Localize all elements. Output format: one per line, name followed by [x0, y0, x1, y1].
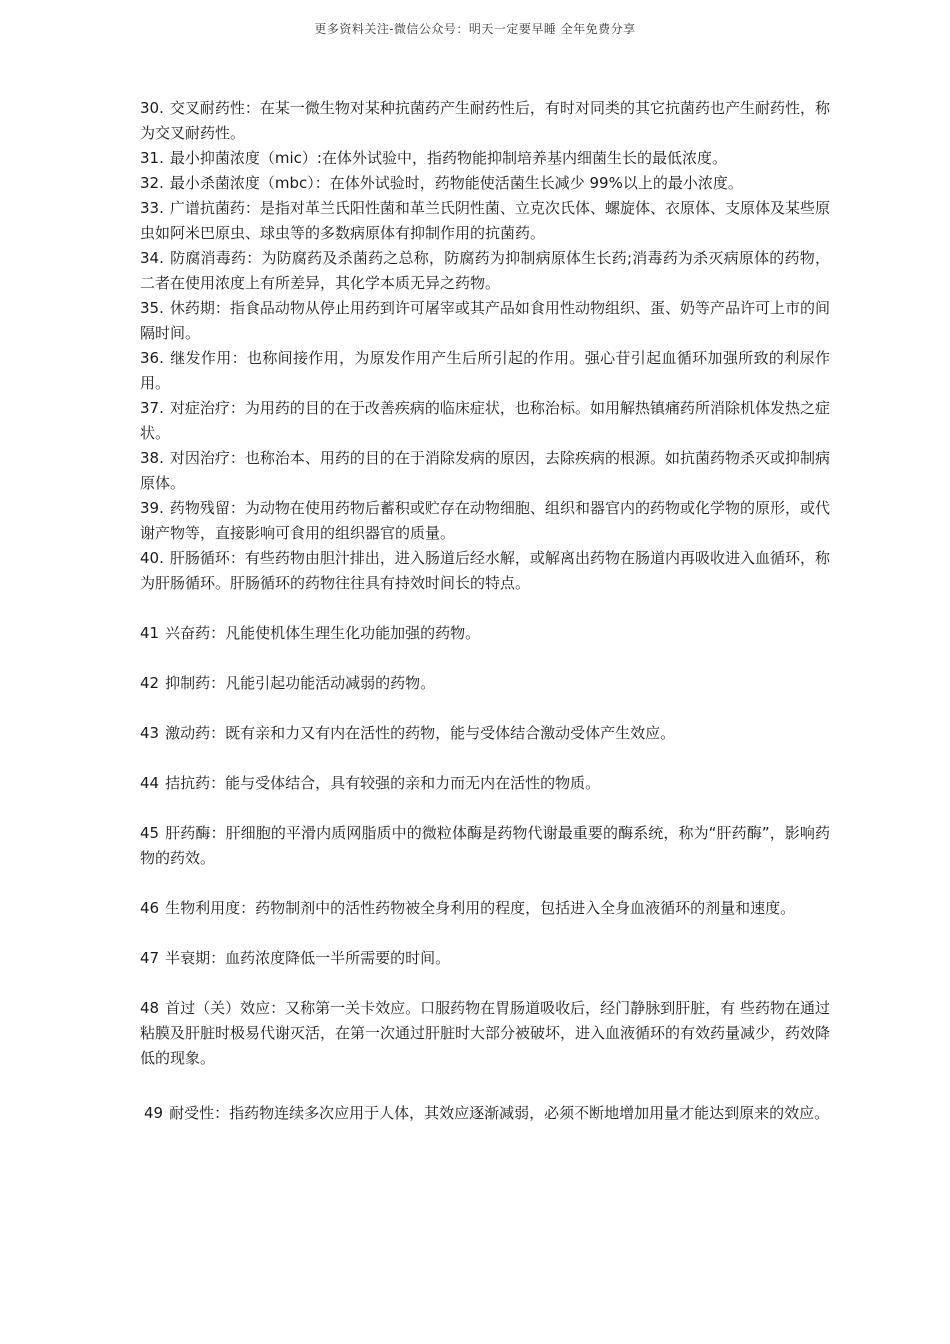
entry-number: 44: [140, 774, 160, 792]
entry-text: 休药期：指食品动物从停止用药到许可屠宰或其产品如食用性动物组织、蛋、奶等产品许可上市的间隔时间。: [140, 299, 830, 342]
entry-number: 42: [140, 674, 160, 692]
entry-number: 46: [140, 899, 160, 917]
entry-number: 38.: [140, 449, 164, 467]
entry-text: 药物残留：为动物在使用药物后蓄积或贮存在动物细胞、组织和器官内的药物或化学物的原形，或代谢产物等，直接影响可食用的组织器官的质量。: [140, 499, 830, 542]
entry-text: 耐受性：指药物连续多次应用于人体，其效应逐渐减弱，必须不断地增加用量才能达到原来的效应。: [169, 1104, 830, 1122]
entry-44: [140, 771, 830, 796]
entry-text: 防腐消毒药：为防腐药及杀菌药之总称，防腐药为抑制病原体生长药;消毒药为杀灭病原体的药物，二者在使用浓度上有所差异，其化学本质无异之药物。: [140, 249, 830, 292]
entry-35: [140, 296, 830, 346]
page-header: 更多资料关注-微信公众号：明天一定要早睡 全年免费分享: [314, 22, 636, 36]
entry-number: 33.: [140, 199, 164, 217]
entry-48: [140, 996, 830, 1071]
entry-34: [140, 246, 830, 296]
entry-number: 31.: [140, 149, 164, 167]
entry-39: [140, 496, 830, 546]
entry-text: 半衰期：血药浓度降低一半所需要的时间。: [165, 949, 451, 967]
entry-36: [140, 346, 830, 396]
entry-46: [140, 896, 830, 921]
entry-number: 40.: [140, 549, 164, 567]
entry-text: 激动药：既有亲和力又有内在活性的药物，能与受体结合激动受体产生效应。: [165, 724, 676, 742]
entry-43: [140, 721, 830, 746]
entry-number: 32.: [140, 174, 164, 192]
entry-32: [140, 171, 830, 196]
entry-number: 35.: [140, 299, 164, 317]
entry-30: [140, 96, 830, 146]
entry-text: 最小抑菌浓度（mic）:在体外试验中，指药物能抑制培养基内细菌生长的最低浓度。: [169, 149, 727, 167]
entry-text: 抑制药：凡能引起功能活动减弱的药物。: [165, 674, 436, 692]
document-body: [140, 96, 830, 1126]
entry-33: [140, 196, 830, 246]
entry-text: 广谱抗菌药：是指对革兰氏阳性菌和革兰氏阴性菌、立克次氏体、螺旋体、衣原体、支原体及某些原虫如阿米巴原虫、球虫等的多数病原体有抑制作用的抗菌药。: [140, 199, 830, 242]
entry-40: [140, 546, 830, 596]
entry-text: 拮抗药：能与受体结合，具有较强的亲和力而无内在活性的物质。: [165, 774, 601, 792]
entry-number: 49: [144, 1104, 164, 1122]
entry-text: 最小杀菌浓度（mbc）：在体外试验时，药物能使活菌生长减少 99%以上的最小浓度。: [169, 174, 743, 192]
entry-number: 47: [140, 949, 160, 967]
entry-number: 39.: [140, 499, 164, 517]
entry-number: 41: [140, 624, 160, 642]
entry-text: 兴奋药：凡能使机体生理生化功能加强的药物。: [165, 624, 481, 642]
entry-text: 继发作用：也称间接作用，为原发作用产生后所引起的作用。强心苷引起血循环加强所致的利尿作用。: [140, 349, 830, 392]
entry-number: 43: [140, 724, 160, 742]
entry-number: 37.: [140, 399, 164, 417]
entry-text: 对因治疗：也称治本、用药的目的在于消除发病的原因，去除疾病的根源。如抗菌药物杀灭或抑制病原体。: [140, 449, 830, 492]
entry-text: 肝药酶：肝细胞的平滑内质网脂质中的微粒体酶是药物代谢最重要的酶系统，称为“肝药酶”，影响药物的药效。: [140, 824, 830, 867]
entry-text: 肝肠循环：有些药物由胆汁排出，进入肠道后经水解，或解离出药物在肠道内再吸收进入血循环，称为肝肠循环。肝肠循环的药物往往具有持效时间长的特点。: [140, 549, 830, 592]
entry-text: 交叉耐药性：在某一微生物对某种抗菌药产生耐药性后，有时对同类的其它抗菌药也产生耐药性，称为交叉耐药性。: [140, 99, 830, 142]
entry-number: 34.: [140, 249, 164, 267]
entry-number: 48: [140, 999, 160, 1017]
entry-number: 45: [140, 824, 160, 842]
entry-38: [140, 446, 830, 496]
entry-45: [140, 821, 830, 871]
entry-text: 对症治疗：为用药的目的在于改善疾病的临床症状，也称治标。如用解热镇痛药所消除机体发热之症状。: [140, 399, 830, 442]
entry-49: [140, 1101, 830, 1126]
entry-42: [140, 671, 830, 696]
entry-41: [140, 621, 830, 646]
entry-31: [140, 146, 830, 171]
entry-37: [140, 396, 830, 446]
entry-text: 生物利用度：药物制剂中的活性药物被全身利用的程度，包括进入全身血液循环的剂量和速度。: [165, 899, 796, 917]
entry-text: 首过（关）效应：又称第一关卡效应。口服药物在胃肠道吸收后，经门静脉到肝脏，有 些药物在通过粘膜及肝脏时极易代谢灭活，在第一次通过肝脏时大部分被破坏，进入血液循环的有效药量减少，药效降低的现象。: [140, 999, 831, 1067]
entry-47: [140, 946, 830, 971]
entry-number: 36.: [140, 349, 164, 367]
entry-number: 30.: [140, 99, 164, 117]
